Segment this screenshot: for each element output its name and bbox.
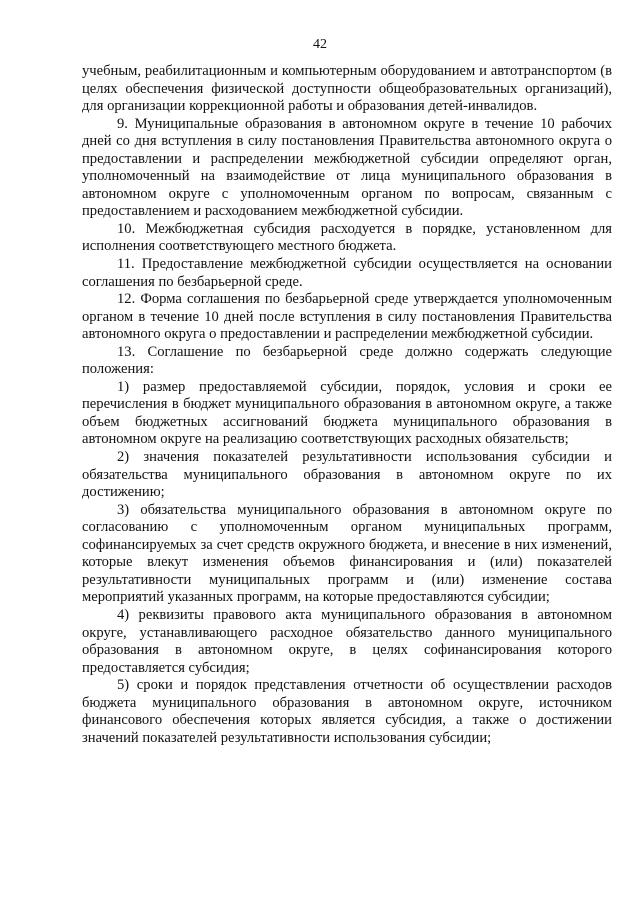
subitem-1: 1) размер предоставляемой субсидии, порядок, условия и сроки ее перечисления в бюджет муниципального образования в автономном округе, а также объем бюджетных ассигнований бюджета муниципального образования в автономном округе на реализацию соответствующих расходных обязательств; [82,378,612,448]
subitem-2: 2) значения показателей результативности использования субсидии и обязательства муниципального образования в автономном округе по их достижению; [82,449,612,501]
paragraph-item-12: 12. Форма соглашения по безбарьерной среде утверждается уполномоченным органом в течение 10 дней после вступления в силу постановления Правительства автономного округа о предоставлении и распределении межбюджетной субсидии. [82,291,612,343]
paragraph-item-13: 13. Соглашение по безбарьерной среде должно содержать следующие положения: [82,343,612,378]
paragraph-item-10: 10. Межбюджетная субсидия расходуется в порядке, установленном для исполнения соответствующего местного бюджета. [82,220,612,255]
page-number: 42 [313,37,327,52]
subitem-5: 5) сроки и порядок представления отчетности об осуществлении расходов бюджета муниципального образования в автономном округе, источником финансового обеспечения которых является субсидия, а также о достижении значений показателей результативности использования субсидии; [82,677,612,746]
subitem-4: 4) реквизиты правового акта муниципального образования в автономном округе, устанавливающего расходное обязательство данного муниципального образования в автономном округе, в целях софинансирования которого предоставляется субсидия; [82,606,612,676]
document-body [82,63,612,747]
paragraph-item-11: 11. Предоставление межбюджетной субсидии осуществляется на основании соглашения по безбарьерной среде. [82,256,612,290]
subitem-3: 3) обязательства муниципального образования в автономном округе по согласованию с уполномоченным органом муниципальных программ, софинансируемых за счет средств окружного бюджета, и внесение в них изменений, которые влекут изменения объемов финансирования и (или) показателей результативности муниципальных программ и (или) изменение состава мероприятий указанных программ, на которые предоставляются субсидии; [82,501,612,606]
paragraph-continuation: учебным, реабилитационным и компьютерным оборудованием и автотранспортом (в целях обеспечения физической доступности общеобразовательных организаций), для организации коррекционной работы и образования детей-инвалидов. [82,63,612,115]
paragraph-item-9: 9. Муниципальные образования в автономном округе в течение 10 рабочих дней со дня вступления в силу постановления Правительства автономного округа о предоставлении и распределении межбюджетной субсидии определяют орган, уполномоченный на взаимодействие от лица муниципального образования в автономном округе с уполномоченным органом по вопросам, связанным с предоставлением и расходованием межбюджетной субсидии. [82,115,612,220]
